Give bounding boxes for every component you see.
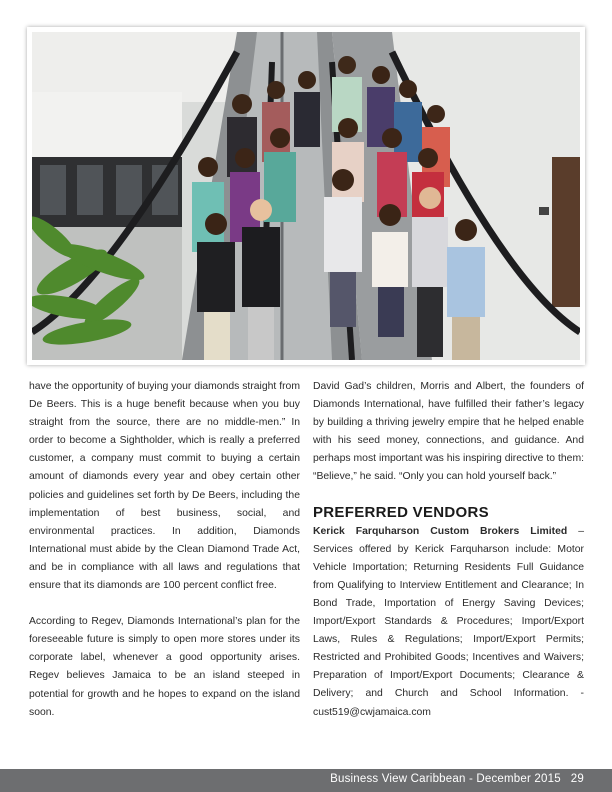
preferred-vendors-heading: PREFERRED VENDORS bbox=[313, 503, 489, 521]
vendor-entry bbox=[313, 523, 584, 722]
publication-name: Business View Caribbean - December 2015 bbox=[330, 773, 561, 785]
group-photo bbox=[32, 32, 580, 360]
page-footer bbox=[0, 769, 612, 792]
article-left-column bbox=[29, 378, 300, 722]
article-paragraph: According to Regev, Diamonds International’s plan for the foreseeable future is simply to open more stores under its corporate label, whenever a good opportunity arises. Regev believes Jamaica to be an island steeped in potential for growth and he hopes to expand on the island soon. bbox=[29, 616, 300, 718]
article-paragraph: have the opportunity of buying your diamonds straight from De Beers. This is a huge benefit because when you buy straight from the source, there are no middle-men.” In order to become a Sightholder, which is really a preferred customer, a company must commit to buying a certain amount of diamonds every year and obey certain other policies and guidelines set forth by De Beers, including the implementation of best business, social, and environmental practices. In addition, Diamonds International must abide by the Clean Diamond Trade Act, and be in compliance with all laws and regulations that ensure that its diamonds are 100 percent conflict free. bbox=[29, 381, 300, 592]
article-right-column bbox=[313, 378, 584, 722]
footer-text bbox=[330, 773, 584, 785]
vendor-name: Kerick Farquharson Custom Brokers Limited bbox=[313, 525, 568, 537]
vendor-description: – Services offered by Kerick Farquharson include: Motor Vehicle Importation; Returning Residents Full Guidance from Qualifying to Interview Entitlement and Clearance; In Bond Trade, Importation of Energy Saving Devices; Import/Export Standards & Procedures; Import/Export Laws, Rules & Regulations; Import/Export Permits; Restricted and Prohibited Goods; Incentives and Waivers; Preparation of Import/Export Documents; Clearance & Delivery; and Church and School Information. - cust519@cwjamaica.com bbox=[313, 525, 584, 718]
photo-frame bbox=[27, 27, 585, 365]
page-number: 29 bbox=[570, 773, 584, 785]
article-paragraph: David Gad’s children, Morris and Albert, the founders of Diamonds International, have fulfilled their father’s legacy by building a thriving jewelry empire that he helped enable with his seed money, connections, and guidance. And perhaps most important was his inspiring directive to them: “Believe,” he said. “Only you can hold yourself back.” bbox=[313, 381, 584, 483]
